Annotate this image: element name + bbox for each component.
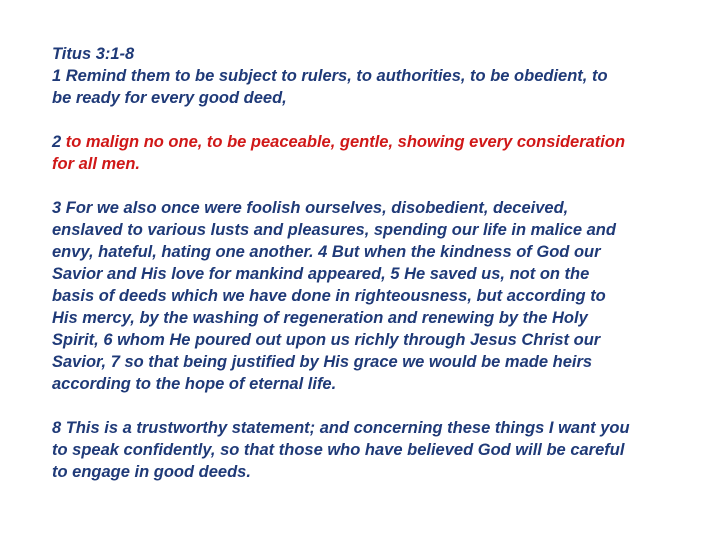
passage-block-verse-2: [52, 131, 692, 175]
verse-1-line-1: 1 Remind them to be subject to rulers, to authorities, to be obedient, to: [52, 67, 608, 85]
passage-block-verse-1: [52, 43, 692, 109]
verse-2-line-1: [52, 131, 692, 153]
verses-3-7-line-1: 3 For we also once were foolish ourselves, disobedient, deceived,: [52, 199, 569, 217]
verse-2-number: 2: [52, 133, 62, 151]
verses-3-7-line-8: Savior, 7 so that being justified by His grace we would be made heirs: [52, 353, 593, 371]
verses-3-7-line-6: His mercy, by the washing of regeneration and renewing by the Holy: [52, 309, 588, 327]
verses-3-7-line-5: basis of deeds which we have done in righteousness, but according to: [52, 287, 606, 305]
verses-3-7-line-3: envy, hateful, hating one another. 4 But when the kindness of God our: [52, 243, 601, 261]
verse-8-line-1: 8 This is a trustworthy statement; and concerning these things I want you: [52, 419, 630, 437]
passage-heading: Titus 3:1-8: [52, 45, 135, 63]
verse-2-highlight-text: to malign no one, to be peaceable, gentle, showing every consideration: [61, 133, 626, 151]
scripture-text: [52, 43, 692, 483]
verses-3-7-line-2: enslaved to various lusts and pleasures, spending our life in malice and: [52, 221, 616, 239]
verses-3-7-line-4: Savior and His love for mankind appeared, 5 He saved us, not on the: [52, 265, 590, 283]
verse-2-line-2: for all men.: [52, 155, 141, 173]
verse-8-line-3: to engage in good deeds.: [52, 463, 251, 481]
passage-block-verses-3-7: [52, 197, 692, 395]
verses-3-7-line-7: Spirit, 6 whom He poured out upon us richly through Jesus Christ our: [52, 331, 601, 349]
verses-3-7-line-9: according to the hope of eternal life.: [52, 375, 337, 393]
passage-block-verse-8: [52, 417, 692, 483]
verse-8-line-2: to speak confidently, so that those who have believed God will be careful: [52, 441, 625, 459]
verse-1-line-2: be ready for every good deed,: [52, 89, 287, 107]
